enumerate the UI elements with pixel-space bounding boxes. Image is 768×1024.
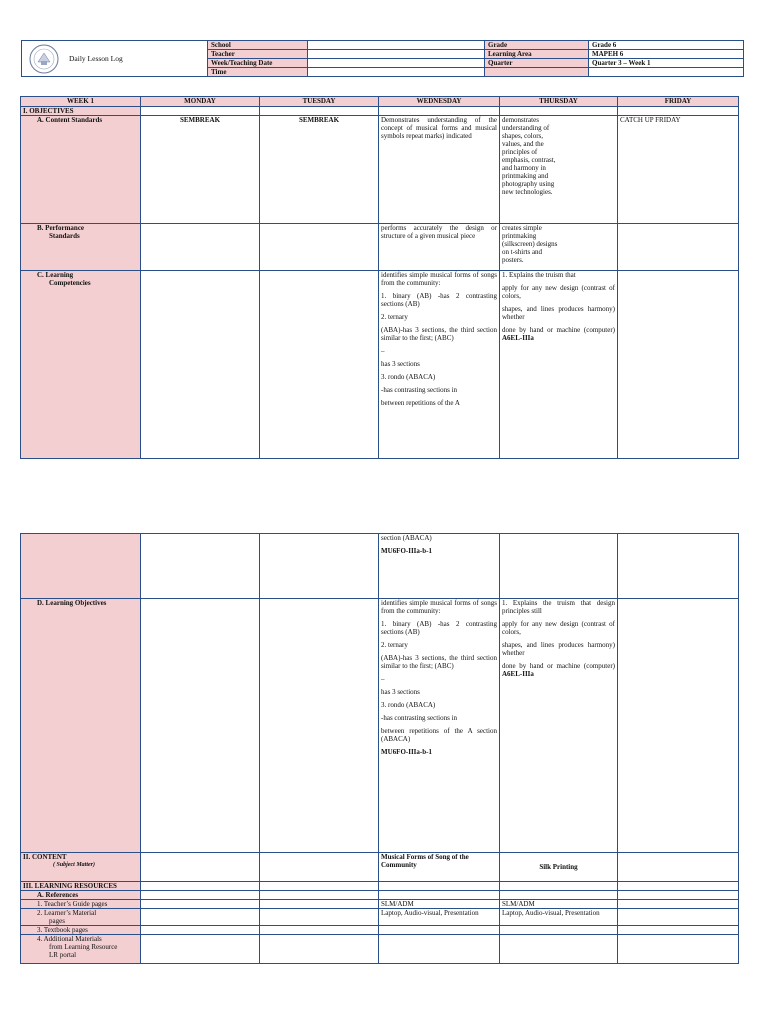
tuesday-header: TUESDAY [260,97,379,107]
thursday-objectives: 1. Explains the truism that design principles still apply for any new design (contrast of colors, shapes, and lines produces harmony) whether done by hand or machine (computer) A6EL-IIIa [500,599,618,853]
objectives-heading: I. OBJECTIVES [21,107,141,116]
grade-label: Grade [485,41,589,50]
logo-title-cell [22,41,208,77]
grade-value: Grade 6 [589,41,744,50]
learners-material-label: 2. Learner’s Material pages [21,909,141,926]
lesson-table-page-1 [20,96,739,459]
thursday-content-standards: demonstrates understanding of shapes, colors, values, and the principles of emphasis, contrast, and harmony in printmaking and photography using new technologies. [500,116,618,224]
thursday-performance-standards: creates simple printmaking (silkscreen) designs on t-shirts and posters. [500,224,618,271]
textbook-pages-label: 3. Textbook pages [21,926,141,935]
header-table [21,40,744,77]
week-date-value[interactable] [308,59,485,68]
monday-content-standards: SEMBREAK [141,116,260,224]
wednesday-tg-pages: SLM/ADM [379,900,500,909]
week-date-label: Week/Teaching Date [208,59,308,68]
thursday-competencies: 1. Explains the truism that apply for any new design (contrast of colors, shapes, and lines produces harmony) whether done by hand or machine (computer) A6EL-IIIa [500,271,618,459]
learning-competencies-label: C. Learning Competencies [21,271,141,459]
wednesday-lm-pages: Laptop, Audio-visual, Presentation [379,909,500,926]
monday-header: MONDAY [141,97,260,107]
time-value[interactable] [308,68,485,77]
performance-standards-label: B. Performance Standards [21,224,141,271]
content-standards-label: A. Content Standards [21,116,141,224]
learning-area-label: Learning Area [485,50,589,59]
friday-content-standards: CATCH UP FRIDAY [618,116,739,224]
learning-resources-heading: III. LEARNING RESOURCES [21,882,141,891]
thursday-lm-pages: Laptop, Audio-visual, Presentation [500,909,618,926]
thursday-header: THURSDAY [500,97,618,107]
teacher-label: Teacher [208,50,308,59]
empty-label [485,68,589,77]
friday-header: FRIDAY [618,97,739,107]
school-value[interactable] [308,41,485,50]
wednesday-objectives: identifies simple musical forms of songs from the community: 1. binary (AB) -has 2 contrasting sections (AB) 2. ternary (ABA)-has 3 sections, the third section similar to the first; (ABC) – has 3 sections 3. rondo (ABACA) -has contrasting sections in between repetitions of the A section (ABACA) MU6FO-IIIa-b-1 [379,599,500,853]
wednesday-content: Musical Forms of Song of the Community [379,853,500,882]
wednesday-competencies: identifies simple musical forms of songs from the community: 1. binary (AB) -has 2 contrasting sections (AB) 2. ternary (ABA)-has 3 sections, the third section similar to the first; (ABC) – has 3 sections 3. rondo (ABACA) -has contrasting sections in between repetitions of the A [379,271,500,459]
additional-materials-label: 4. Additional Materials from Learning Resource LR portal [21,935,141,964]
deped-seal-icon [29,44,59,74]
document-title: Daily Lesson Log [69,53,123,63]
thursday-content: Silk Printing [500,853,618,882]
thursday-tg-pages: SLM/ADM [500,900,618,909]
teacher-value[interactable] [308,50,485,59]
lesson-table-page-2 [20,533,739,964]
school-label: School [208,41,308,50]
week-header: WEEK 1 [21,97,141,107]
learning-objectives-label: D. Learning Objectives [21,599,141,853]
references-label: A. References [21,891,141,900]
time-label: Time [208,68,308,77]
wednesday-header: WEDNESDAY [379,97,500,107]
wednesday-performance-standards: performs accurately the design or structure of a given musical piece [379,224,500,271]
teachers-guide-label: 1. Teacher’s Guide pages [21,900,141,909]
empty-value [589,68,744,77]
learning-area-value: MAPEH 6 [589,50,744,59]
wednesday-content-standards: Demonstrates understanding of the concept of musical forms and musical symbols repeat marks) indicated [379,116,500,224]
wednesday-competencies-cont: section (ABACA) MU6FO-IIIa-b-1 [379,534,500,599]
quarter-label: Quarter [485,59,589,68]
quarter-value: Quarter 3 – Week 1 [589,59,744,68]
tuesday-content-standards: SEMBREAK [260,116,379,224]
content-label: II. CONTENT ( Subject Matter) [21,853,141,882]
